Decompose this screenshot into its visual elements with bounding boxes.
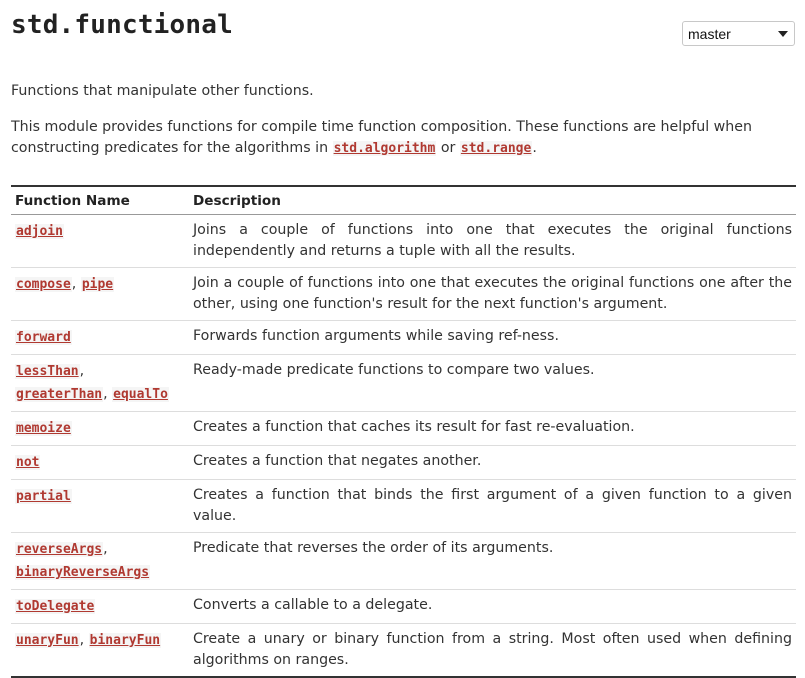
header-function-name: Function Name — [11, 186, 189, 215]
table-row — [11, 533, 796, 590]
function-names-cell: compose, pipe — [11, 268, 189, 321]
function-link[interactable]: not — [16, 455, 40, 470]
function-link[interactable]: partial — [16, 489, 71, 504]
function-link[interactable]: greaterThan — [16, 387, 103, 402]
function-names-cell — [11, 321, 189, 355]
page-title: std.functional — [11, 10, 233, 40]
function-link[interactable]: pipe — [81, 277, 114, 292]
function-description: Predicate that reverses the order of its arguments. — [189, 533, 796, 590]
function-description: Create a unary or binary function from a string. Most often used when defining algorithms on ranges. — [189, 624, 796, 678]
table-row — [11, 446, 796, 480]
table-row — [11, 268, 796, 321]
table-header-row — [11, 186, 796, 215]
description-text-before: This module provides functions for compile time function composition. These functions are helpful when constructing predicates for the algorithms in — [11, 119, 752, 156]
function-names-cell: lessThan, greaterThan, equalTo — [11, 355, 189, 412]
function-names-cell: unaryFun, binaryFun — [11, 624, 189, 678]
function-link[interactable]: memoize — [16, 421, 71, 436]
function-link[interactable]: forward — [16, 330, 71, 345]
function-description: Creates a function that negates another. — [189, 446, 796, 480]
description-text-after: . — [532, 140, 537, 156]
module-description — [11, 117, 791, 159]
chevron-down-icon — [778, 31, 788, 37]
function-names-cell — [11, 446, 189, 480]
functions-table — [11, 185, 796, 678]
function-description: Creates a function that binds the first argument of a given function to a given value. — [189, 480, 796, 533]
function-description: Creates a function that caches its result for fast re-evaluation. — [189, 412, 796, 446]
function-names-cell — [11, 590, 189, 624]
table-body — [11, 215, 796, 678]
function-names-cell: reverseArgs, binaryReverseArgs — [11, 533, 189, 590]
function-link[interactable]: equalTo — [113, 387, 168, 402]
function-names-cell — [11, 480, 189, 533]
function-link[interactable]: unaryFun — [16, 633, 79, 648]
function-description: Forwards function arguments while saving ref-ness. — [189, 321, 796, 355]
description-text-middle: or — [436, 140, 460, 156]
function-names-cell — [11, 412, 189, 446]
function-names-cell — [11, 215, 189, 268]
function-link[interactable]: adjoin — [16, 224, 63, 239]
function-link[interactable]: toDelegate — [16, 599, 95, 614]
function-link[interactable]: binaryReverseArgs — [16, 565, 150, 580]
table-row — [11, 215, 796, 268]
function-description: Ready-made predicate functions to compare two values. — [189, 355, 796, 412]
table-row — [11, 590, 796, 624]
table-row — [11, 355, 796, 412]
table-row — [11, 412, 796, 446]
header-description: Description — [189, 186, 796, 215]
version-select[interactable] — [682, 21, 795, 46]
function-link[interactable]: reverseArgs — [16, 542, 103, 557]
table-row — [11, 480, 796, 533]
function-description: Converts a callable to a delegate. — [189, 590, 796, 624]
std-range-link[interactable]: std.range — [460, 141, 532, 156]
table-row — [11, 624, 796, 678]
table-row — [11, 321, 796, 355]
function-description: Joins a couple of functions into one that executes the original functions independently and returns a tuple with all the results. — [189, 215, 796, 268]
std-algorithm-link[interactable]: std.algorithm — [333, 141, 436, 156]
function-link[interactable]: binaryFun — [89, 633, 161, 648]
function-description: Join a couple of functions into one that executes the original functions one after the other, using one function's result for the next function's argument. — [189, 268, 796, 321]
function-link[interactable]: lessThan — [16, 364, 79, 379]
intro-text: Functions that manipulate other functions. — [11, 83, 314, 99]
version-select-value: master — [688, 25, 731, 42]
function-link[interactable]: compose — [16, 277, 71, 292]
